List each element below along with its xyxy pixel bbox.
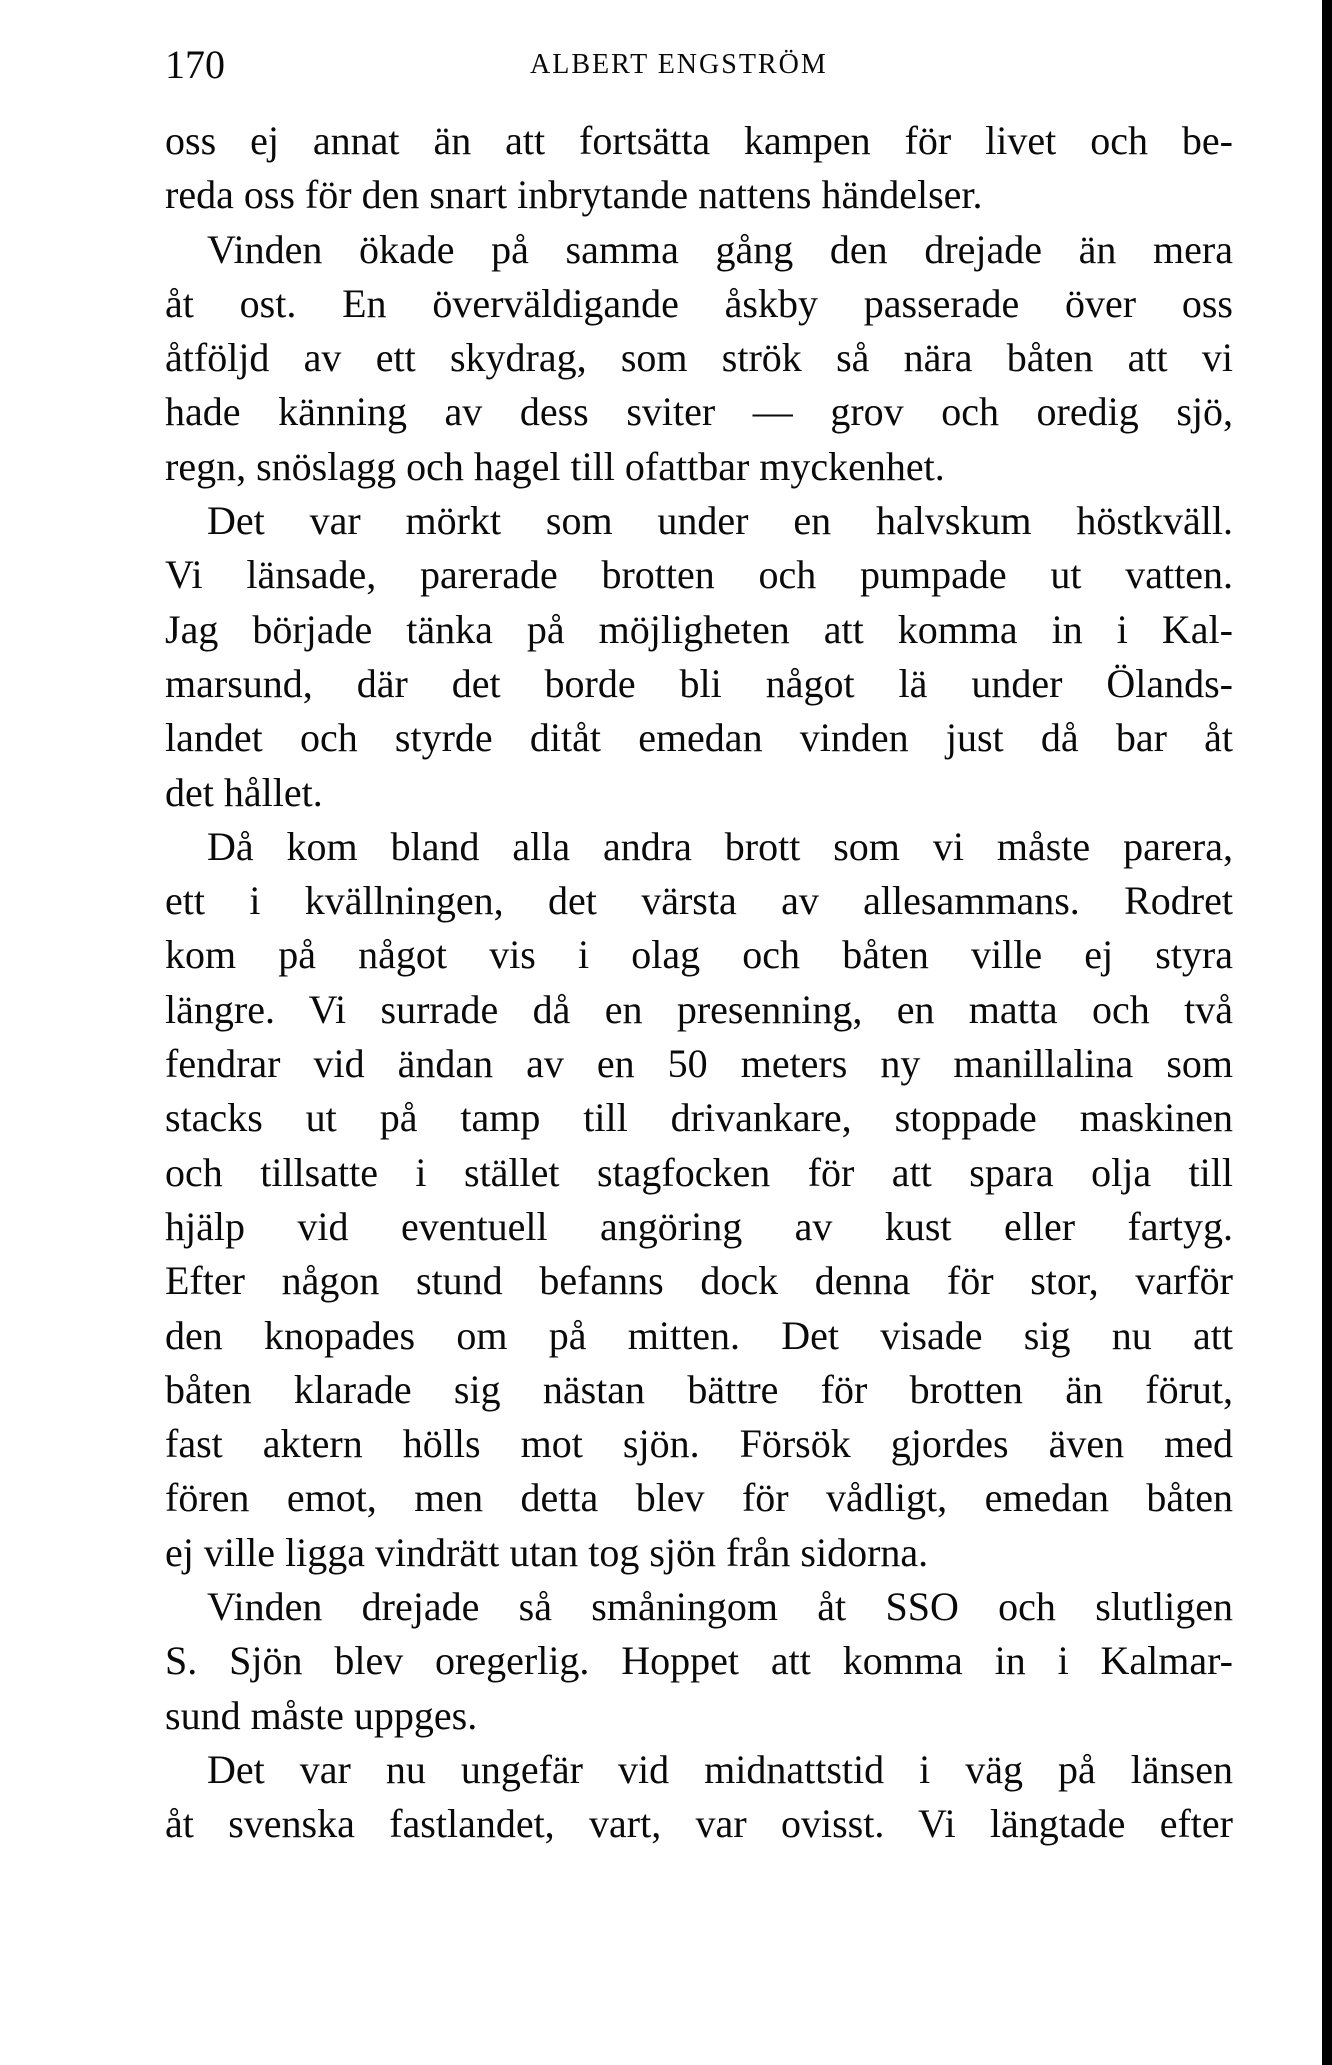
text-line: Det var mörkt som under en halvskum höstkväll. <box>207 498 1233 544</box>
page-number: 170 <box>165 42 225 87</box>
text-line: åt svenska fastlandet, vart, var ovisst. Vi längtade efter <box>165 1801 1233 1847</box>
body-text <box>165 114 1233 1852</box>
text-line: ej ville ligga vindrätt utan tog sjön från sidorna. <box>165 1529 929 1575</box>
text-line: Vinden ökade på samma gång den drejade än mera <box>207 226 1233 272</box>
text-line: längre. Vi surrade då en presenning, en matta och två <box>165 986 1233 1032</box>
text-line: Jag började tänka på möjligheten att komma in i Kal- <box>165 606 1233 652</box>
text-line: båten klarade sig nästan bättre för brotten än förut, <box>165 1366 1233 1412</box>
page-edge-border <box>1322 0 1332 2065</box>
text-line: landet och styrde ditåt emedan vinden just då bar åt <box>165 715 1233 761</box>
text-line: ett i kvällningen, det värsta av allesammans. Rodret <box>165 878 1233 924</box>
text-line: fast aktern hölls mot sjön. Försök gjordes även med <box>165 1421 1233 1467</box>
text-line: Vinden drejade så småningom åt SSO och slutligen <box>207 1584 1233 1630</box>
text-line: hade känning av dess sviter — grov och oredig sjö, <box>165 389 1233 435</box>
text-line: åt ost. En överväldigande åskby passerade över oss <box>165 280 1233 326</box>
text-line: reda oss för den snart inbrytande nattens händelser. <box>165 172 983 218</box>
text-line: åtföljd av ett skydrag, som strök så nära båten att vi <box>165 335 1233 381</box>
text-line: Då kom bland alla andra brott som vi måste parera, <box>207 823 1233 869</box>
text-line: fendrar vid ändan av en 50 meters ny manillalina som <box>165 1041 1233 1087</box>
text-line: regn, snöslagg och hagel till ofattbar myckenhet. <box>165 443 945 489</box>
text-line: kom på något vis i olag och båten ville ej styra <box>165 932 1233 978</box>
text-line: stacks ut på tamp till drivankare, stoppade maskinen <box>165 1095 1233 1141</box>
text-line: oss ej annat än att fortsätta kampen för livet och be- <box>165 118 1233 163</box>
text-line: sund måste uppges. <box>165 1692 478 1738</box>
text-line: det hållet. <box>165 769 323 815</box>
text-line: hjälp vid eventuell angöring av kust eller fartyg. <box>165 1203 1233 1249</box>
text-line: fören emot, men detta blev för vådligt, emedan båten <box>165 1475 1233 1521</box>
text-line: marsund, där det borde bli något lä under Ölands- <box>165 660 1233 706</box>
text-line: och tillsatte i stället stagfocken för att spara olja till <box>165 1149 1233 1195</box>
text-line: Vi länsade, parerade brotten och pumpade ut vatten. <box>165 552 1233 598</box>
text-line: S. Sjön blev oregerlig. Hoppet att komma in i Kalmar- <box>165 1638 1233 1684</box>
page-header <box>165 40 1233 90</box>
running-head: ALBERT ENGSTRÖM <box>530 49 828 80</box>
text-line: den knopades om på mitten. Det visade sig nu att <box>165 1312 1233 1358</box>
text-line: Det var nu ungefär vid midnattstid i väg på länsen <box>207 1746 1233 1792</box>
text-line: Efter någon stund befanns dock denna för stor, varför <box>165 1258 1233 1304</box>
